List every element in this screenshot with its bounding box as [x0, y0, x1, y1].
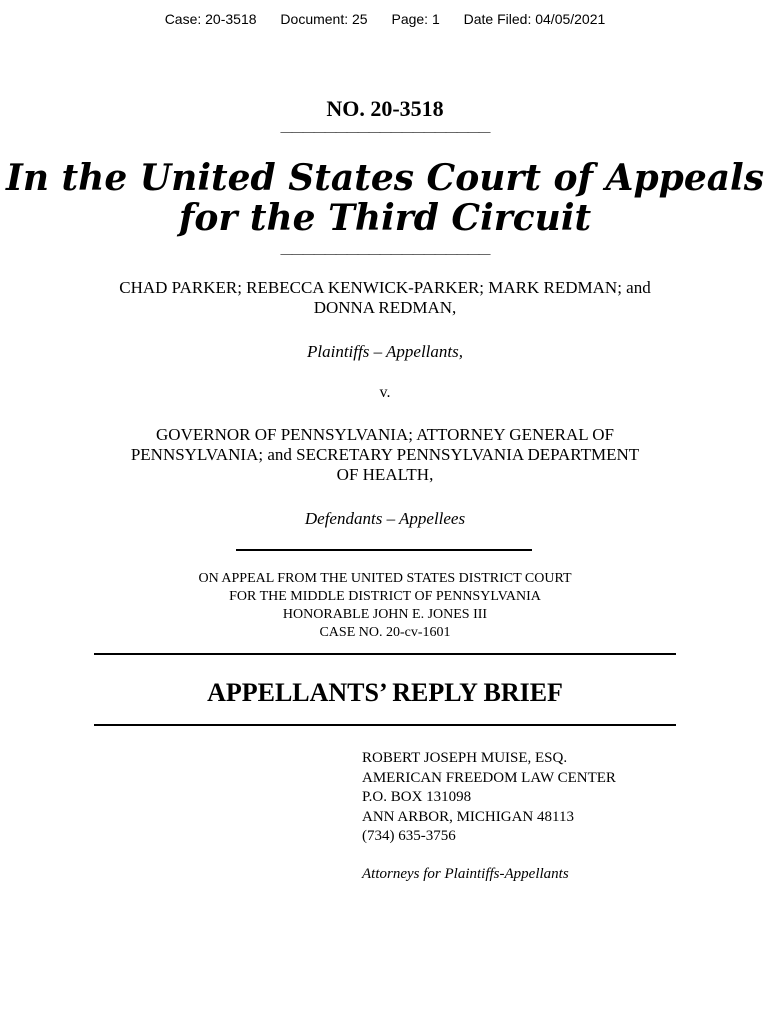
counsel-phone: (734) 635-3756: [362, 828, 456, 844]
versus: v.: [379, 384, 391, 401]
plaintiffs-line2: DONNA REDMAN,: [313, 298, 457, 317]
court-name-line1: In the United States Court of Appeals: [5, 157, 764, 199]
header-date-filed: Date Filed: 04/05/2021: [463, 11, 606, 27]
defendants-role: Defendants – Appellees: [304, 509, 466, 528]
appeal-line1: ON APPEAL FROM THE UNITED STATES DISTRICT COURT: [198, 571, 572, 586]
plaintiffs-line1: CHAD PARKER; REBECCA KENWICK-PARKER; MARK REDMAN; and: [119, 278, 651, 297]
defendants-line3: OF HEALTH,: [336, 465, 434, 484]
divider-rule: ———————————————————: [280, 124, 490, 138]
defendants-line2: PENNSYLVANIA; and SECRETARY PENNSYLVANIA DEPARTMENT: [130, 445, 640, 464]
court-name: [0, 158, 770, 238]
divider-rule: [94, 653, 676, 655]
header-page: Page: 1: [391, 11, 440, 27]
appeal-line2: FOR THE MIDDLE DISTRICT OF PENNSYLVANIA: [229, 589, 541, 604]
divider-rule: ———————————————————: [280, 246, 490, 260]
divider-rule: [236, 549, 532, 551]
plaintiffs: [0, 278, 770, 318]
counsel-org: AMERICAN FREEDOM LAW CENTER: [362, 769, 616, 786]
counsel-po-box: P.O. BOX 131098: [362, 789, 472, 805]
appeal-line3: HONORABLE JOHN E. JONES III: [282, 607, 488, 622]
counsel-name: ROBERT JOSEPH MUISE, ESQ.: [362, 750, 568, 766]
brief-title: APPELLANTS’ REPLY BRIEF: [207, 678, 563, 707]
defendants: [0, 425, 770, 485]
counsel-block: [362, 749, 616, 884]
counsel-city: ANN ARBOR, MICHIGAN 48113: [362, 808, 574, 825]
attorneys-for: Attorneys for Plaintiffs-Appellants: [362, 865, 569, 882]
filing-header: [0, 11, 770, 27]
case-number: NO. 20-3518: [326, 96, 444, 121]
header-document: Document: 25: [280, 11, 368, 27]
plaintiffs-role: Plaintiffs – Appellants,: [307, 342, 463, 361]
defendants-line1: GOVERNOR OF PENNSYLVANIA; ATTORNEY GENERAL OF: [156, 425, 614, 444]
divider-rule: [94, 724, 676, 726]
appeal-line4: CASE NO. 20-cv-1601: [319, 625, 451, 640]
court-name-line2: for the Third Circuit: [178, 197, 592, 239]
appeal-info: [0, 570, 770, 642]
header-case: Case: 20-3518: [164, 11, 257, 27]
